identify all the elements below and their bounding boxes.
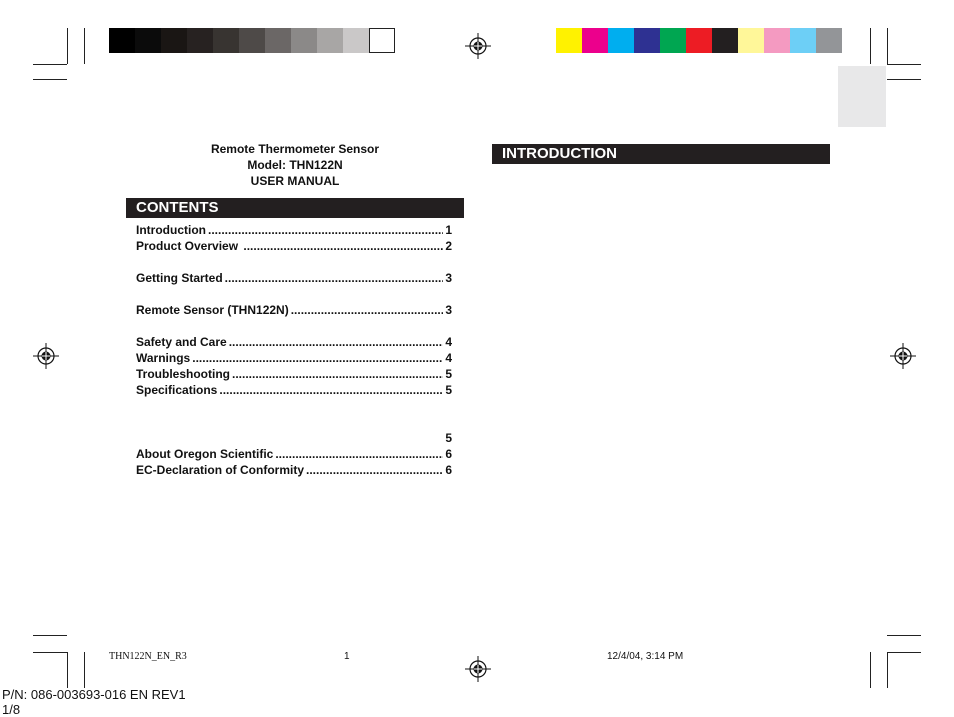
- toc-leader: [229, 334, 444, 350]
- toc-entry-page: 2: [445, 239, 452, 253]
- color-swatch: [686, 28, 712, 53]
- toc-entry[interactable]: [136, 350, 452, 366]
- toc-entry[interactable]: [136, 270, 452, 286]
- model-number: Model: THN122N: [247, 158, 343, 172]
- toc-entry-page: 3: [445, 303, 452, 317]
- toc-leader: [192, 350, 443, 366]
- color-swatch: [343, 28, 369, 53]
- introduction-heading-label: INTRODUCTION: [502, 145, 617, 162]
- document-subtitle: USER MANUAL: [250, 174, 340, 188]
- toc-entry-label: Getting Started: [136, 271, 223, 285]
- toc-leader: [291, 302, 444, 318]
- footer-filename: THN122N_EN_R3: [109, 651, 187, 662]
- color-swatch: [790, 28, 816, 53]
- toc-leader: [219, 382, 443, 398]
- crop-mark: [84, 28, 85, 64]
- crop-mark: [887, 79, 921, 80]
- crop-mark: [887, 635, 921, 636]
- crop-mark: [870, 28, 871, 64]
- color-swatch: [556, 28, 582, 53]
- toc-entry-label: Product Overview: [136, 239, 242, 253]
- section-tab: [838, 66, 886, 127]
- color-swatch: [291, 28, 317, 53]
- crop-mark: [33, 64, 67, 65]
- toc-entry[interactable]: [136, 238, 452, 254]
- color-swatch: [582, 28, 608, 53]
- toc-entry-page: 4: [445, 351, 452, 365]
- document-header: [135, 141, 455, 189]
- toc-entry-label: About Oregon Scientific: [136, 447, 274, 461]
- toc-entry-page: 6: [445, 447, 452, 461]
- crop-mark: [67, 28, 68, 64]
- crop-mark: [887, 28, 888, 64]
- toc-leader: [275, 446, 443, 462]
- toc-entry-label: Specifications: [136, 383, 218, 397]
- toc-entry-label: Safety and Care: [136, 335, 227, 349]
- toc-entry-page: 1: [445, 223, 452, 237]
- color-swatch: [239, 28, 265, 53]
- toc-entry-label: Remote Sensor (THN122N): [136, 303, 289, 317]
- crop-mark: [33, 79, 67, 80]
- color-swatch: [712, 28, 738, 53]
- color-swatch: [265, 28, 291, 53]
- color-swatch: [634, 28, 660, 53]
- toc-leader: [232, 366, 443, 382]
- color-swatch: [369, 28, 395, 53]
- toc-leader: [208, 222, 443, 238]
- toc-entry-label: EC-Declaration of Conformity: [136, 463, 305, 477]
- color-swatch: [213, 28, 239, 53]
- crop-mark: [870, 652, 871, 688]
- color-swatch: [187, 28, 213, 53]
- part-number: P/N: 086-003693-016 EN REV1: [2, 687, 186, 702]
- toc-entry[interactable]: [136, 382, 452, 398]
- color-swatch: [317, 28, 343, 53]
- contents-heading: [126, 198, 464, 218]
- toc-leader: [306, 462, 443, 478]
- registration-mark-icon: [890, 343, 916, 369]
- toc-entry-page: 4: [445, 335, 452, 349]
- toc-entry[interactable]: [136, 462, 452, 478]
- toc-entry[interactable]: [136, 334, 452, 350]
- crop-mark: [84, 652, 85, 688]
- crop-mark: [887, 652, 888, 688]
- crop-mark: [887, 64, 921, 65]
- crop-mark: [33, 635, 67, 636]
- toc-entry[interactable]: [136, 302, 452, 318]
- color-swatch: [161, 28, 187, 53]
- footer-timestamp: 12/4/04, 3:14 PM: [607, 651, 684, 662]
- toc-entry-page: 5: [445, 367, 452, 381]
- registration-mark-icon: [465, 656, 491, 682]
- toc-entry-page: 5: [445, 431, 452, 445]
- registration-mark-icon: [465, 33, 491, 59]
- color-swatch: [608, 28, 634, 53]
- sheet-number: 1/8: [2, 702, 21, 717]
- toc-leader: [225, 270, 444, 286]
- color-swatch: [764, 28, 790, 53]
- toc-leader: [243, 238, 443, 254]
- toc-entry[interactable]: [136, 366, 452, 382]
- toc-entry-page: 3: [445, 271, 452, 285]
- toc-entry[interactable]: [136, 446, 452, 462]
- color-swatch: [135, 28, 161, 53]
- crop-mark: [33, 652, 67, 653]
- document-title: Remote Thermometer Sensor: [210, 142, 380, 156]
- color-swatch: [738, 28, 764, 53]
- contents-heading-label: CONTENTS: [136, 199, 219, 216]
- crop-mark: [887, 652, 921, 653]
- toc-entry-label: Troubleshooting: [136, 367, 230, 381]
- toc-entry-label: Warnings: [136, 351, 191, 365]
- toc-entry-label: Introduction: [136, 223, 206, 237]
- toc-entry[interactable]: [136, 430, 452, 446]
- color-swatch: [109, 28, 135, 53]
- toc-entry-page: 5: [445, 383, 452, 397]
- introduction-heading: [492, 144, 830, 164]
- registration-mark-icon: [33, 343, 59, 369]
- footer-page-number: 1: [344, 651, 350, 662]
- toc-entry[interactable]: [136, 222, 452, 238]
- toc-entry-page: 6: [445, 463, 452, 477]
- color-swatch: [816, 28, 842, 53]
- color-swatch: [660, 28, 686, 53]
- crop-mark: [67, 652, 68, 688]
